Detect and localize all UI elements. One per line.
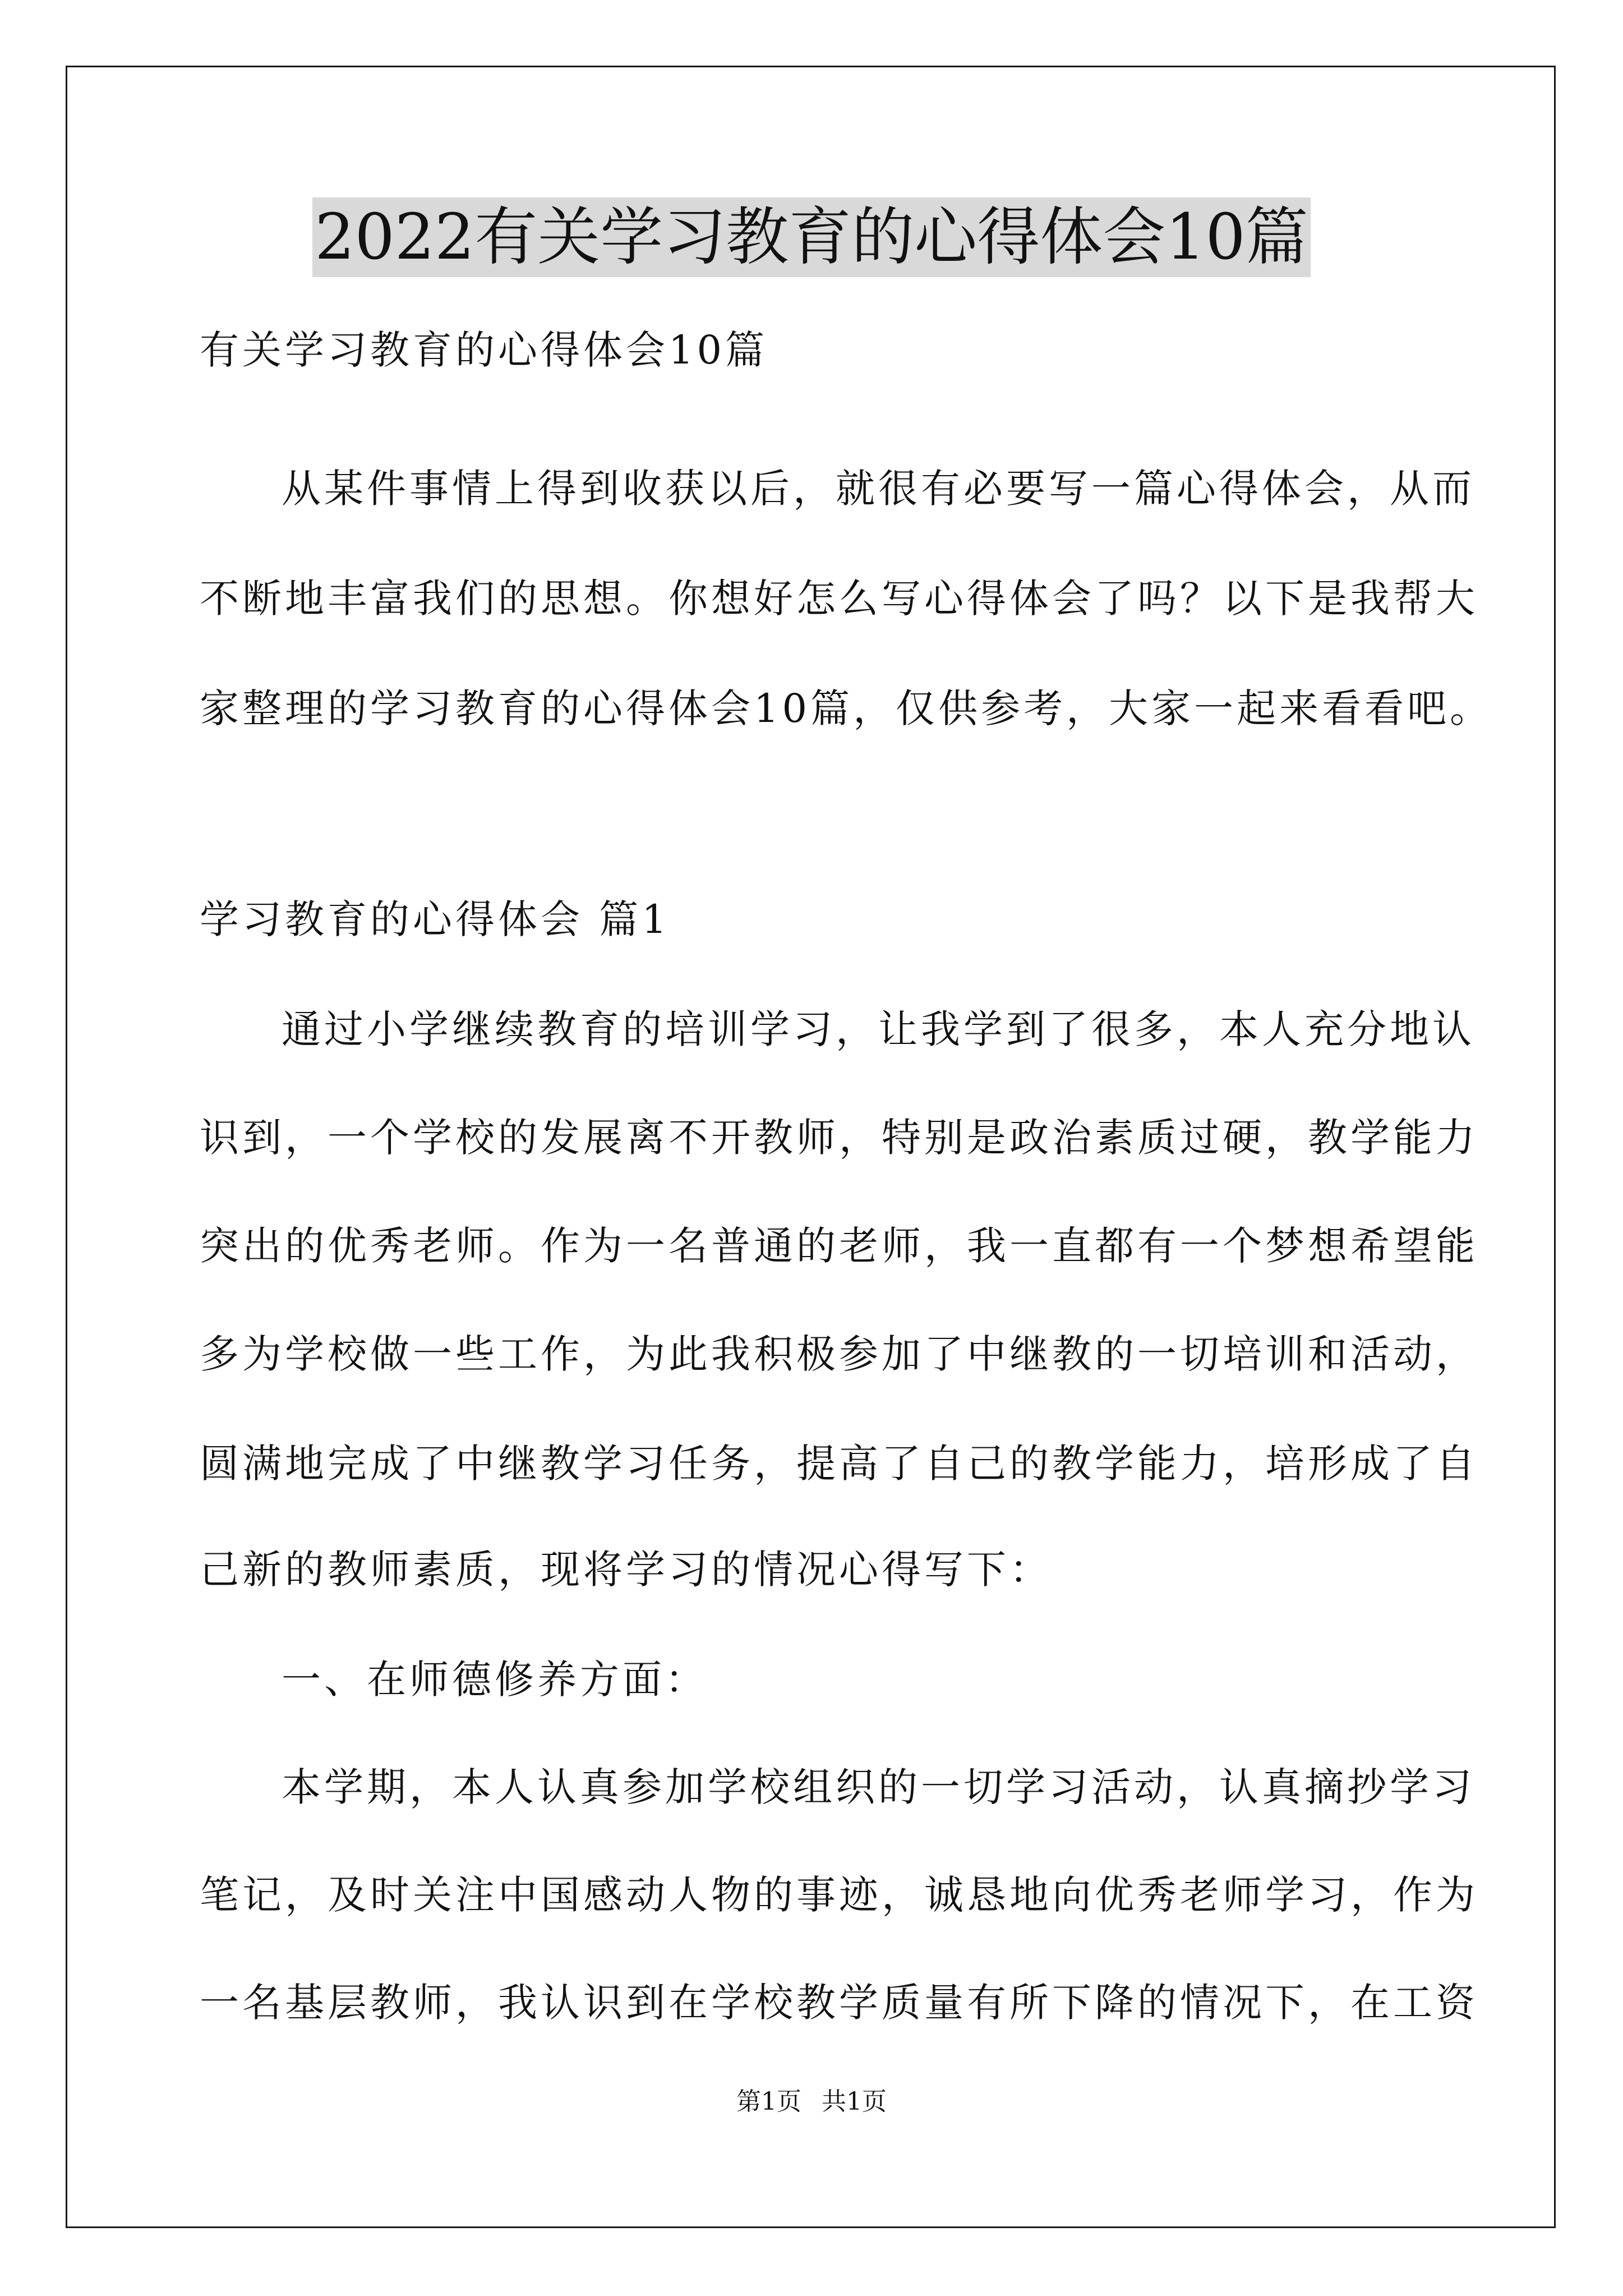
page-footer bbox=[0, 2081, 1623, 2117]
paragraph2-line-1: 本学期，本人认真参加学校组织的一切学习活动，认真摘抄学习 bbox=[282, 1764, 1475, 1810]
item1-heading: 一、在师德修养方面： bbox=[282, 1657, 708, 1703]
intro-line-1: 从某件事情上得到收获以后，就很有必要写一篇心得体会，从而 bbox=[282, 466, 1475, 512]
page-number: 第1页 bbox=[736, 2087, 801, 2116]
document-title: 2022有关学习教育的心得体会10篇 bbox=[312, 197, 1311, 277]
paragraph1-line-1: 通过小学继续教育的培训学习，让我学到了很多，本人充分地认 bbox=[282, 1006, 1475, 1052]
paragraph2-line-2: 笔记，及时关注中国感动人物的事迹，诚恳地向优秀老师学习，作为 bbox=[200, 1872, 1478, 1918]
paragraph1-line-2: 识到，一个学校的发展离不开教师，特别是政治素质过硬，教学能力 bbox=[200, 1115, 1478, 1161]
paragraph1-line-6: 己新的教师素质，现将学习的情况心得写下： bbox=[200, 1547, 1052, 1593]
section-heading: 学习教育的心得体会 篇1 bbox=[200, 896, 670, 942]
page-total: 共1页 bbox=[822, 2087, 887, 2116]
paragraph1-line-5: 圆满地完成了中继教学习任务，提高了自己的教学能力，培形成了自 bbox=[200, 1441, 1478, 1487]
intro-line-3: 家整理的学习教育的心得体会10篇，仅供参考，大家一起来看看吧。 bbox=[200, 685, 1493, 731]
paragraph1-line-4: 多为学校做一些工作，为此我积极参加了中继教的一切培训和活动， bbox=[200, 1331, 1478, 1377]
document-subtitle: 有关学习教育的心得体会10篇 bbox=[200, 327, 768, 373]
paragraph2-line-3: 一名基层教师，我认识到在学校教学质量有所下降的情况下，在工资 bbox=[200, 1980, 1478, 2026]
paragraph1-line-3: 突出的优秀老师。作为一名普通的老师，我一直都有一个梦想希望能 bbox=[200, 1223, 1478, 1269]
intro-line-2: 不断地丰富我们的思想。你想好怎么写心得体会了吗？以下是我帮大 bbox=[200, 576, 1478, 622]
title-container bbox=[0, 197, 1623, 277]
